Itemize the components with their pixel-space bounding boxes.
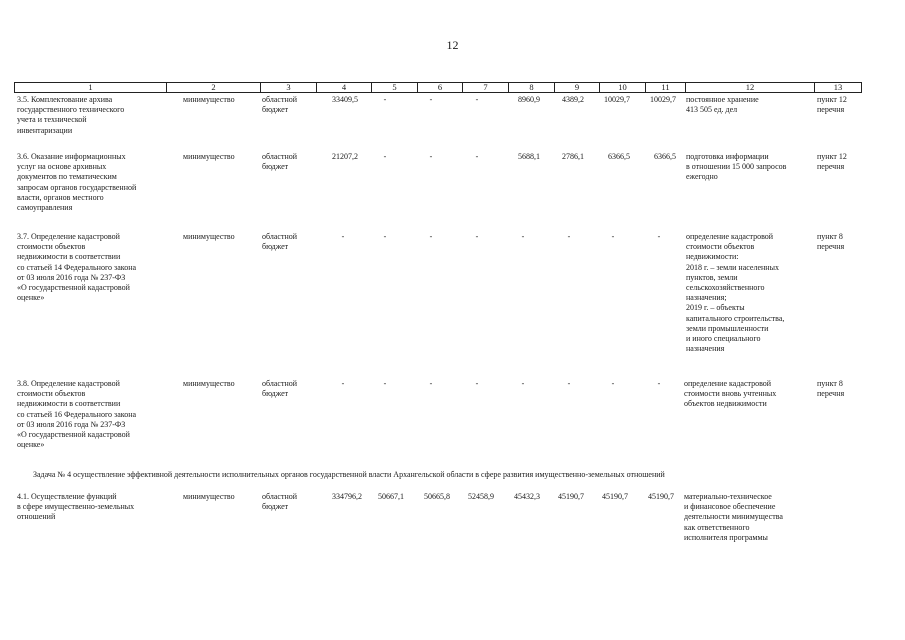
row-executor: минимущество	[183, 379, 235, 388]
column-header: 9	[574, 82, 580, 92]
row-name: 3.6. Оказание информационных услуг на основе архивных документов по тематическим запросам органов государственной власти, органов местного самоуправления	[17, 152, 137, 213]
column-header: 3	[286, 82, 291, 92]
row-source: областной бюджет	[262, 152, 298, 172]
row-total: 33409,5	[332, 95, 358, 104]
row-value: -	[611, 379, 615, 388]
row-value: -	[475, 232, 479, 241]
row-value: -	[567, 379, 571, 388]
row-total: 21207,2	[332, 152, 358, 161]
row-value: 8960,9	[518, 95, 540, 104]
row-value: 10029,7	[650, 95, 676, 104]
row-link: пункт 8 перечня	[817, 379, 845, 399]
row-value: 45190,7	[558, 492, 584, 501]
row-value: 10029,7	[604, 95, 630, 104]
column-header: 10	[618, 82, 627, 92]
row-result: определение кадастровой стоимости вновь учтенных объектов недвижимости	[684, 379, 777, 409]
row-total: -	[341, 232, 345, 241]
row-name: 4.1. Осуществление функций в сфере имущественно-земельных отношений	[17, 492, 135, 522]
column-header: 11	[661, 82, 670, 92]
row-result: подготовка информации в отношении 15 000 запросов ежегодно	[686, 152, 787, 182]
row-link: пункт 12 перечня	[817, 152, 847, 172]
row-value: -	[657, 232, 661, 241]
row-value: 45432,3	[514, 492, 540, 501]
row-value: 6366,5	[654, 152, 676, 161]
row-value: 45190,7	[648, 492, 674, 501]
row-source: областной бюджет	[262, 232, 298, 252]
column-header: 4	[341, 82, 347, 92]
column-header: 7	[483, 82, 488, 92]
row-value: -	[383, 152, 387, 161]
page-number: 12	[446, 38, 459, 52]
row-value: 45190,7	[602, 492, 628, 501]
column-header: 1	[88, 82, 93, 92]
row-executor: минимущество	[183, 492, 235, 501]
row-value: 4389,2	[562, 95, 584, 104]
column-header: 8	[529, 82, 534, 92]
column-header: 6	[437, 82, 443, 92]
row-value: -	[611, 232, 615, 241]
row-name: 3.5. Комплектование архива государственного технического учета и технической инвентаризации	[17, 95, 125, 135]
row-value: -	[657, 379, 661, 388]
row-value: -	[521, 232, 525, 241]
row-value: 50667,1	[378, 492, 404, 501]
row-value: 5688,1	[518, 152, 540, 161]
row-link: пункт 8 перечня	[817, 232, 845, 252]
row-value: -	[429, 232, 433, 241]
row-total: -	[341, 379, 345, 388]
task-heading: Задача № 4 осуществление эффективной деятельности исполнительных органов государственной власти Архангельской области в сфере развития имущественно-земельных отношений	[33, 470, 665, 479]
row-value: 50665,8	[424, 492, 450, 501]
row-executor: минимущество	[183, 95, 235, 104]
row-value: -	[475, 152, 479, 161]
row-name: 3.7. Определение кадастровой стоимости объектов недвижимости в соответствии со статьей 14 Федерального закона от 03 июля 2016 года № 237-ФЗ «О государственной кадастровой оценке»	[17, 232, 137, 303]
row-value: -	[429, 152, 433, 161]
row-executor: минимущество	[183, 152, 235, 161]
row-value: -	[429, 379, 433, 388]
row-value: -	[383, 379, 387, 388]
row-value: 2786,1	[562, 152, 584, 161]
row-source: областной бюджет	[262, 379, 298, 399]
row-value: -	[521, 379, 525, 388]
row-link: пункт 12 перечня	[817, 95, 847, 115]
column-header: 12	[745, 82, 755, 92]
row-result: определение кадастровой стоимости объектов недвижимости: 2018 г. – земли населенных пунктов, земли сельскохозяйственного назначения; 2019 г. – объекты капитального строительства, земли промышленности и иного специального назначения	[686, 232, 785, 354]
column-header: 2	[211, 82, 216, 92]
row-result: материально-техническое и финансовое обеспечение деятельности минимущества как ответственного исполнителя программы	[684, 492, 783, 542]
row-source: областной бюджет	[262, 95, 298, 115]
row-result: постоянное хранение 413 505 ед. дел	[686, 95, 759, 115]
row-value: -	[475, 379, 479, 388]
table-header	[14, 82, 862, 93]
row-name: 3.8. Определение кадастровой стоимости объектов недвижимости в соответствии со статьей 16 Федерального закона от 03 июля 2016 года № 237-ФЗ «О государственной кадастровой оценке»	[17, 379, 137, 450]
row-total: 334796,2	[332, 492, 362, 501]
row-executor: минимущество	[183, 232, 235, 241]
column-header: 13	[833, 82, 843, 92]
column-header: 5	[392, 82, 397, 92]
row-value: -	[429, 95, 433, 104]
row-value: -	[567, 232, 571, 241]
row-value: -	[383, 232, 387, 241]
row-value: -	[383, 95, 387, 104]
row-value: -	[475, 95, 479, 104]
row-value: 52458,9	[468, 492, 494, 501]
row-value: 6366,5	[608, 152, 630, 161]
row-source: областной бюджет	[262, 492, 298, 512]
